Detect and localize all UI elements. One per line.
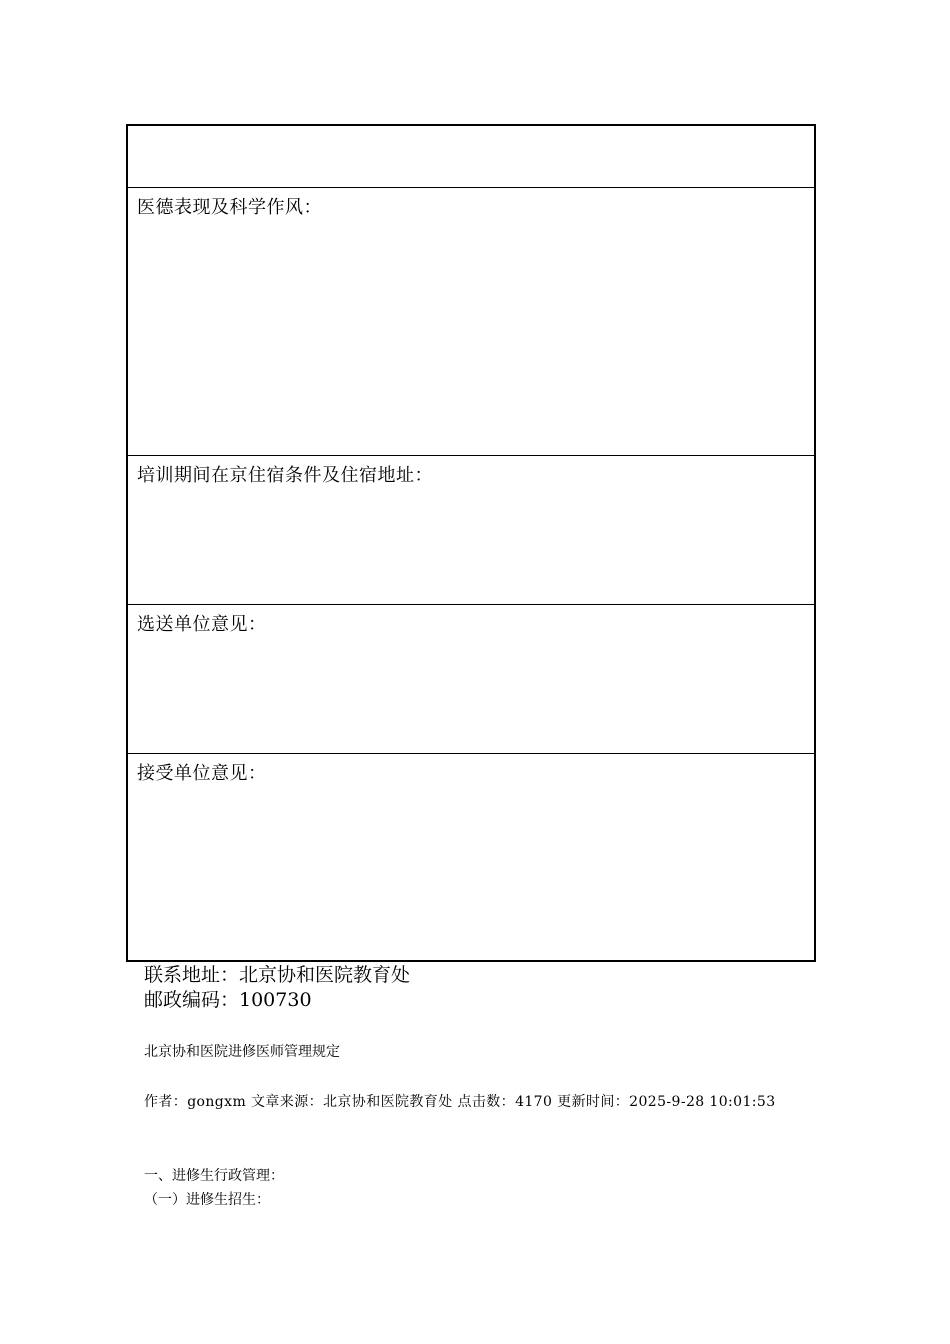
form-row-blank — [128, 126, 814, 188]
form-row-receiving-unit-opinion — [128, 753, 814, 962]
subsection-heading: （一）进修生招生： — [144, 1192, 270, 1208]
contact-postal-code: 邮政编码：100730 — [144, 989, 312, 1011]
article-source: 文章来源：北京协和医院教育处 — [251, 1094, 453, 1110]
form-row-sending-unit-opinion — [128, 604, 814, 753]
section-heading: 一、进修生行政管理： — [144, 1168, 284, 1184]
contact-address: 联系地址：北京协和医院教育处 — [144, 964, 411, 986]
article-clicks: 点击数：4170 — [457, 1094, 553, 1110]
form-row-medical-ethics — [128, 187, 814, 455]
form-row-label: 培训期间在京住宿条件及住宿地址： — [137, 465, 433, 486]
form-row-accommodation — [128, 455, 814, 604]
application-form-table — [126, 124, 816, 962]
article-author: 作者：gongxm — [144, 1094, 247, 1110]
article-meta — [144, 1090, 814, 1114]
article-section — [144, 1164, 284, 1212]
form-row-label: 医德表现及科学作风： — [137, 197, 322, 218]
article-title: 北京协和医院进修医师管理规定 — [144, 1044, 340, 1060]
form-row-label: 选送单位意见： — [137, 614, 267, 635]
form-row-label: 接受单位意见： — [137, 763, 267, 784]
contact-info — [144, 963, 410, 1013]
article-updated: 更新时间：2025-9-28 10:01:53 — [557, 1094, 776, 1110]
